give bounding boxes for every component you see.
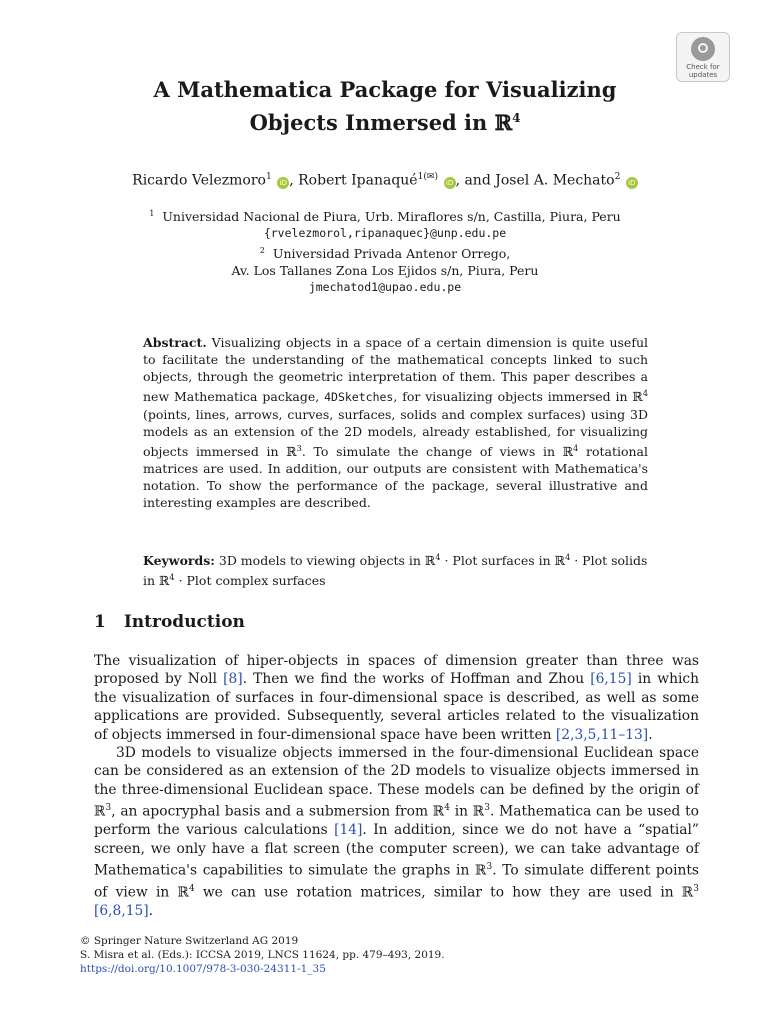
keyword-text: · Plot complex surfaces (174, 573, 326, 589)
paragraph-text: we can use rotation matrices, similar to how they are used in ℝ (194, 884, 694, 901)
package-name: 4DSketches (324, 390, 394, 405)
citation-link[interactable]: [2,3,5,11–13] (555, 726, 649, 743)
paragraph-text: . Then we find the works of Hoffman and Zhou (242, 671, 591, 688)
author-affil-mark: 1(✉) (417, 172, 439, 182)
paragraph-sup: 4 (444, 803, 450, 814)
check-for-updates-icon (691, 37, 715, 61)
author-name: Robert Ipanaqué (298, 172, 418, 189)
affiliation-line (60, 205, 710, 225)
paragraph-sup: 4 (188, 884, 195, 895)
keyword-sup: 4 (565, 552, 571, 562)
paragraph-sup: 3 (693, 884, 699, 895)
doi-link[interactable]: https://doi.org/10.1007/978-3-030-24311-1_35 (80, 963, 326, 975)
abstract-sup: 3 (296, 443, 302, 454)
keyword-text: · Plot surfaces in ℝ (440, 553, 566, 569)
affiliation-email[interactable]: jmechatod1@upao.edu.pe (308, 280, 462, 295)
abstract-text: , for visualizing objects immersed in ℝ (393, 389, 643, 405)
author-name: Ricardo Velezmoro (132, 172, 266, 189)
paragraph (94, 652, 699, 744)
keyword-text: 3D models to viewing objects in ℝ (214, 553, 436, 569)
citation-link[interactable]: [6,15] (590, 671, 632, 688)
copyright-footer (80, 934, 445, 976)
paragraph-text: . (148, 903, 154, 920)
title-line-2 (90, 104, 680, 137)
author-separator: , (289, 172, 299, 189)
author-separator: , and (455, 172, 496, 189)
section-body (94, 652, 699, 920)
abstract-text: rotational matrices are used. In addition, our outputs are consistent with Mathematica's notation. To show the performance of the package, several illustrative and interesting examples are described. (143, 444, 648, 511)
author-list (60, 172, 710, 189)
paragraph-text: . Mathematica can be used to perform the various calculations (94, 803, 699, 839)
author-affil-mark: 2 (614, 172, 621, 182)
paragraph-text: 3D models to visualize objects immersed in the four-dimensional Euclidean space can be considered as an extension of the 2D models to visualize objects immersed in the three-dimensional Euclidean space. These models can be defined by the origin of ℝ (94, 745, 699, 820)
orcid-icon[interactable]: iD (626, 177, 638, 189)
abstract-text: . To simulate the change of views in ℝ (301, 444, 574, 460)
paragraph-sup: 3 (486, 862, 493, 873)
paragraph-text: , an apocryphal basis and a submersion from ℝ (111, 803, 445, 820)
copyright-line: © Springer Nature Switzerland AG 2019 (80, 935, 299, 947)
keyword-text: · Plot solids in ℝ (143, 553, 648, 589)
author-affil-mark: 1 (265, 172, 272, 182)
paragraph-text: . (648, 726, 653, 743)
author-name: Josel A. Mechato (495, 172, 615, 189)
affiliation-address: Av. Los Tallanes Zona Los Ejidos s/n, Piura, Peru (231, 263, 539, 279)
section-title: Introduction (123, 612, 245, 632)
citation-link[interactable]: [14] (334, 822, 363, 839)
abstract-label: Abstract. (143, 335, 207, 350)
orcid-icon[interactable]: iD (277, 177, 289, 189)
paragraph-text: . To simulate different points of view in ℝ (94, 862, 699, 901)
badge-text: Check for updates (686, 63, 720, 79)
section-heading (94, 612, 245, 632)
affiliation-number: 2 (259, 245, 265, 256)
paper-title (90, 76, 680, 137)
abstract-sup: 4 (573, 443, 579, 454)
affiliation-text: Universidad Privada Antenor Orrego, (272, 246, 511, 262)
paragraph-text: in which the visualization of surfaces in four-dimensional space is described, as well as some applications are provided. Subsequently, several articles related to the visualization of objects immersed in four-dimensional space have been written (94, 671, 699, 743)
affiliation-line (60, 242, 710, 262)
title-line-2-text: Objects Inmersed in ℝ (249, 110, 513, 135)
paragraph-text: . In addition, since we do not have a “spatial” screen, we only have a flat screen (the computer screen), we can take advantage of Mathematica's capabilities to simulate the graphs in ℝ (94, 822, 699, 879)
citation-line: S. Misra et al. (Eds.): ICCSA 2019, LNCS 11624, pp. 479–493, 2019. (80, 949, 445, 961)
section-number: 1 (94, 612, 106, 632)
affiliation-text: Universidad Nacional de Piura, Urb. Miraflores s/n, Castilla, Piura, Peru (162, 209, 621, 225)
keywords (143, 549, 648, 589)
paragraph-text: in ℝ (449, 803, 485, 820)
keyword-sup: 4 (435, 552, 441, 562)
affiliations (60, 205, 710, 296)
orcid-icon[interactable]: iD (444, 177, 456, 189)
citation-link[interactable]: [6,8,15] (94, 903, 149, 920)
keywords-label: Keywords: (143, 553, 215, 569)
affiliation-email[interactable]: {rvelezmorol,ripanaquec}@unp.edu.pe (263, 226, 507, 241)
affiliation-number: 1 (149, 208, 155, 218)
abstract-text: Visualizing objects in a space of a certain dimension is quite useful to facilitate the understanding of the mathematical concepts linked to such objects, through the geometric interpretation of them. This paper describes a new Mathematica package, (143, 335, 648, 405)
paragraph-sup: 3 (484, 803, 490, 814)
keyword-sup: 4 (169, 572, 175, 583)
title-superscript: 4 (512, 111, 521, 125)
abstract-sup: 4 (642, 388, 648, 398)
title-line-1: A Mathematica Package for Visualizing (153, 77, 617, 102)
abstract-text: (points, lines, arrows, curves, surfaces, solids and complex surfaces) using 3D models as an extension of the 2D models, already established, for visualizing objects immersed in ℝ (143, 407, 648, 460)
paragraph-text: The visualization of hiper-objects in spaces of dimension greater than three was proposed by Noll (94, 653, 699, 688)
abstract (143, 334, 648, 511)
paragraph (94, 744, 699, 920)
check-for-updates-badge[interactable] (676, 32, 730, 82)
citation-link[interactable]: [8] (223, 671, 243, 688)
paragraph-sup: 3 (105, 803, 112, 814)
